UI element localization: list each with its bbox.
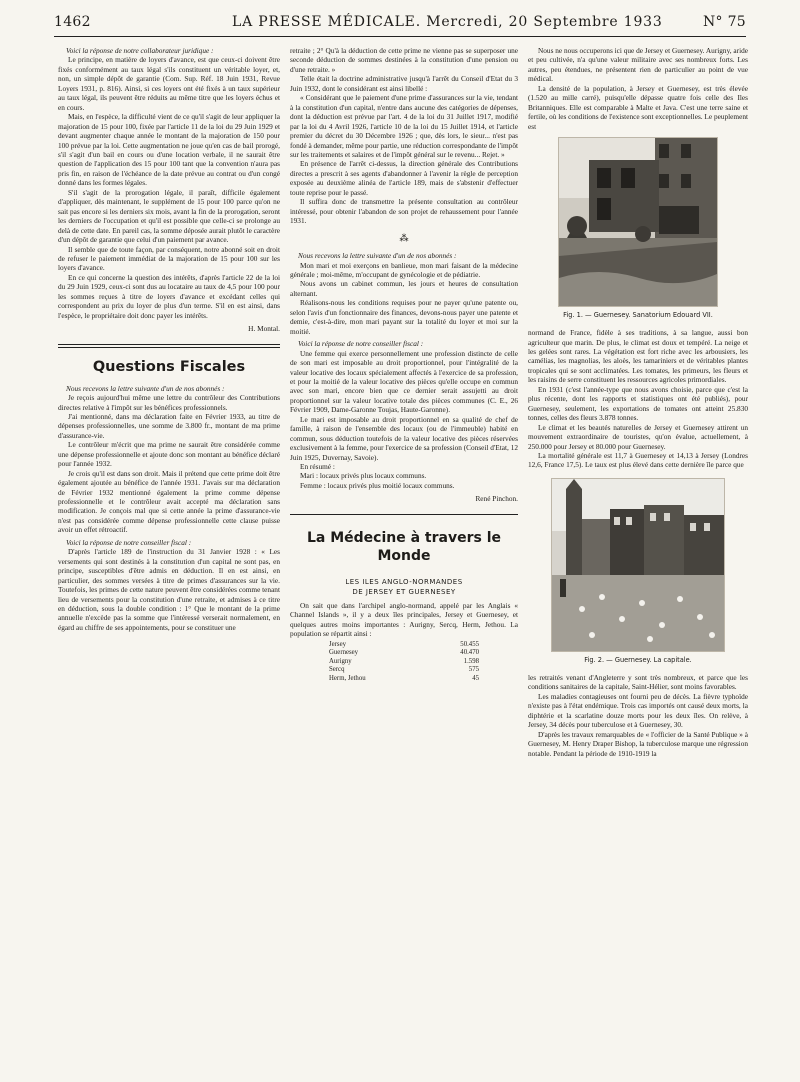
paragraph: Les maladies contagieuses ont fourni peu de décès. La fièvre typhoïde n'existe pas à l'état endémique. Trois cas importés ont causé deux morts, la diphtérie et la scarlatine douze morts pour les deux îles. On relève, à Jersey, 34 décès pour tuberculose et à Guernesey, 30. [528, 691, 748, 730]
paragraph: Il semble que de toute façon, par conséquent, notre abonné soit en droit de refuser le paiement immédiat de la majoration de 15 pour 100 sur les loyers d'avance. [58, 244, 280, 273]
paragraph: En ce qui concerne la question des intérêts, d'après l'article 22 de la loi du 29 Juin 1929, ceux-ci sont dus au locataire au taux de 4,5 pour 100 pour les sommes reçues à titre de loyers d'avance et excédant celles qui correspondent au prix du loyer de plus d'un terme. S'il en est ainsi, dans l'espèce, le propriétaire doit donc payer les intérêts. [58, 272, 280, 320]
island-population: 40.470 [460, 649, 479, 657]
island-population: 45 [472, 674, 479, 682]
page-number: 1462 [54, 14, 91, 30]
paragraph: Je reçois aujourd'hui même une lettre du contrôleur des Contributions directes relative à l'impôt sur les bénéfices professionnels. [58, 393, 280, 412]
island-population: 575 [468, 666, 479, 674]
fiscal-reply-intro: Voici la réponse de notre conseiller fiscal : [298, 339, 424, 349]
paragraph: Nous ne nous occuperons ici que de Jersey et Guernesey. Aurigny, aride et peu cultivée, n'a qu'une valeur militaire avec ses nombreux forts. Les autres, peu étendues, ne présentent rien de particulier au point de vue médical. [528, 46, 748, 84]
paragraph: Le principe, en matière de loyers d'avance, est que ceux-ci doivent être fixés conformément au taux légal s'ils constituent un véritable loyer, et, non, un simple dépôt de garantie (Com. Sup. Réf. 18 Juin 1931, Revue Loyers 1931, p. 816). Ainsi, si ces loyers ont été fixés à un taux supérieur au taux légal, ils peuvent être réduits au même titre que les loyers échus et en cours. [58, 55, 280, 112]
paragraph: Je crois qu'il est dans son droit. Mais il prétend que cette prime doit être également ajoutée au bénéfice de l'année 1931. J'avais sur ma déclaration de Février 1932 mentionné également la prime comme dépense professionnelle et le contrôleur avait accepté ma déclaration sans modification. Je conçois mal que si cette année la prime d'assurance-vie n'est pas considérée comme dépense professionnelle cette clause puisse avoir un effet rétroactif. [58, 468, 280, 535]
paragraph: Nous avons un cabinet commun, les jours et heures de consultation alternant. [290, 279, 518, 298]
letter-intro: Nous recevons la lettre suivante d'un de nos abonnés : [298, 251, 457, 261]
section-title-questions-fiscales: Questions Fiscales [92, 358, 246, 375]
figure-1-sanatorium-photo [558, 137, 718, 307]
section-title-medecine-monde: La Médecine à travers le Monde [306, 529, 501, 564]
island-name: Guernesey [329, 649, 359, 657]
paragraph: « Considérant que le paiement d'une prime d'assurances sur la vie, tendant à la constitution d'un capital, n'entre dans aucune des catégories de dépenses, dont la déduction est prévue par l'art. 4 de la loi du 31 Juillet 1917, modifié par la loi du 4 Avril 1926, l'article 10 de la loi du 15 Juillet 1914, et l'article premier du décret du 30 Décembre 1926 ; que, dès lors, le sieur... n'est pas fondé à demander, même pour partie, une réduction correspondante de l'impôt sur les traitements et salaires et de l'impôt général sur le revenu... Rejet. » [290, 93, 518, 159]
island-name: Jersey [329, 640, 346, 648]
table-row [329, 666, 479, 675]
signature: René Pinchon. [475, 494, 518, 504]
table-row [329, 658, 479, 667]
island-name: Sercq [329, 666, 345, 674]
section-rule-thin [58, 347, 280, 348]
paragraph: D'après les travaux remarquables de « l'officier de la Santé Publique » à Guernesey, M. Henry Draper Bishop, la tuberculose marque une régression notable. Pendant la période de 1910-1919 la [528, 729, 748, 758]
page-header [54, 12, 746, 34]
sanatorium-photo-illustration [559, 138, 717, 306]
subtitle-line-2: DE JERSEY ET GUERNESEY [352, 587, 456, 596]
population-table [329, 641, 479, 684]
section-rule [290, 514, 518, 515]
fiscal-reply-intro: Voici la réponse de notre conseiller fiscal : [66, 537, 192, 547]
section-separator: ⁂ [399, 232, 409, 243]
journal-title: LA PRESSE MÉDICALE. Mercredi, 20 Septembre 1933 [232, 14, 663, 30]
letter-intro: Nous recevons la lettre suivante d'un de nos abonnés : [66, 383, 225, 393]
paragraph: Mais, en l'espèce, la difficulté vient de ce qu'il s'agit de leur appliquer la majoration de 15 pour 100, fixée par l'article 11 de la loi du 29 Juin 1929 et devant augmenter chaque année le montant de la majoration de 150 pour 100 prévue par la loi. Cette augmentation ne joue qu'en cas de bail prorogé, s'il s'agit d'un bail en cours ou d'une location verbale, il ne saurait être question de l'application des 15 pour 100 tant que la convention n'aura pas pris fin, en raison de l'échéance de la date prévue au contrat ou d'un congé donné dans les formes légales. [58, 112, 280, 188]
table-row [329, 675, 479, 684]
paragraph: En présence de l'arrêt ci-dessus, la direction générale des Contributions directes a prescrit à ses agents d'abandonner à l'avenir la règle de perception exposée au deuxième alinéa de l'article 189, mais de s'abstenir d'effectuer toute reprise pour le passé. [290, 159, 518, 197]
paragraph: En résumé : [300, 462, 335, 472]
paragraph: Une femme qui exerce personnellement une profession distincte de celle de son mari est imposable au droit proportionnel, pour l'intégralité de la valeur locative des locaux spécialement affectés à l'exercice de sa profession, et pour la moitié de la valeur locative des pièces qu'elle occupe en commun avec son mari, encore bien que ce dernier serait assujetti au droit proportionnel sur la valeur locative totale des pièces communes (C. E., 26 Février 1909, Dame-Garonne Toujas, Haute-Garonne). [290, 348, 518, 415]
paragraph: On sait que dans l'archipel anglo-normand, appelé par les Anglais « Channel Islands », il y a deux îles principales, Jersey et Guernesey, et quelques autres moins importantes : Aurigny, Sercq, Herm, Jethou. La population se répartit ainsi : [290, 600, 518, 639]
paragraph: En 1931 (c'est l'année-type que nous avons choisie, parce que c'est la plus récente, dont les rapports et statistiques ont été publiés), pour Guernesey, seulement, les exportations de tomates ont atteint 25.830 tonnes, celles des fleurs 3.878 tonnes. [528, 384, 748, 423]
paragraph: La mortalité générale est 11,7 à Guernesey et 14,13 à Jersey (Londres 12,6, France 17,5). Le taux est plus élevé dans cette dernière île parce que [528, 450, 748, 470]
figure-2-caption: Fig. 2. — Guernesey. La capitale. [584, 655, 692, 664]
subtitle-line-1: LES ILES ANGLO-NORMANDES [345, 577, 463, 586]
column-1 [58, 46, 280, 632]
signature: H. Montal. [248, 324, 280, 334]
capital-photo-illustration [552, 479, 724, 651]
paragraph: J'ai mentionné, dans ma déclaration faite en Février 1933, au titre de dépenses professionnelles, une somme de 3.800 fr., montant de ma prime d'assurance-vie. [58, 411, 280, 440]
paragraph: Telle était la doctrine administrative jusqu'à l'arrêt du Conseil d'Etat du 3 Juin 1932, dont le considérant est ainsi libellé : [290, 74, 518, 93]
island-population: 1.598 [463, 657, 479, 665]
paragraph: Mari : locaux privés plus locaux communs. [300, 471, 427, 481]
paragraph: Le mari est imposable au droit proportionnel en sa qualité de chef de famille, à raison de l'ensemble des locaux (ou de l'immeuble) habité en commun, sous déduction toutefois de la valeur locative des pièces réservées exclusivement à la femme, pour l'exercice de sa profession (Conseil d'Etat, 12 Juin 1925, Duvernay, Savoie). [290, 414, 518, 462]
figure-2-capital-photo [551, 478, 725, 652]
paragraph: La densité de la population, à Jersey et Guernesey, est très élevée (1.520 au mille carré), puisqu'elle dépasse quatre fois celle des Iles Britanniques. Elle est comparable à Malte et Java. C'est une terre saine et fertile, où les conditions de l'existence sont exceptionnelles. Le peuplement est [528, 83, 748, 131]
table-row [329, 641, 479, 650]
paragraph: Mon mari et moi exerçons en banlieue, mon mari faisant de la médecine générale ; moi-même, m'occupant de gynécologie et de pédiatrie. [290, 260, 518, 279]
header-rule [54, 36, 746, 37]
paragraph: Le climat et les beautés naturelles de Jersey et Guernesey attirent un mouvement extraordinaire de touristes, qu'on évalue, actuellement, à 250.000 pour Jersey et 80.000 pour Guernesey. [528, 422, 748, 451]
paragraph: Femme : locaux privés plus moitié locaux communs. [300, 480, 455, 490]
paragraph: Réalisons-nous les conditions requises pour ne payer qu'une patente ou, selon l'avis d'un fonctionnaire des finances, devons-nous payer une patente et demie, c'est-à-dire, mon mari payant sur la totalité du loyer et moi sur la moitié. [290, 298, 518, 336]
paragraph: S'il s'agit de la prorogation légale, il paraît, difficile également d'appliquer, dès maintenant, le supplément de 15 pour 100 parce qu'on ne sait pas encore si les derniers six mois, avant la fin de la prorogation, seront les derniers de l'occupation et qu'il est possible que celle-ci se prolonge au delà de cette date. En pareil cas, la somme déposée aurait plutôt le caractère d'un dépôt de garantie que celui d'un paiement par avance. [58, 187, 280, 245]
table-row [329, 649, 479, 658]
island-population: 50.455 [460, 640, 479, 648]
figure-1-caption: Fig. 1. — Guernesey. Sanatorium Edouard VII. [563, 311, 713, 320]
article-subtitle [290, 577, 518, 597]
issue-number: N° 75 [702, 14, 746, 30]
section-rule [58, 344, 280, 345]
paragraph: Il suffira donc de transmettre la présente consultation au contrôleur intéressé, pour obtenir l'abandon de son projet de rehaussement pour l'année 1931. [290, 197, 518, 226]
paragraph: Le contrôleur m'écrit que ma prime ne saurait être considérée comme une dépense professionnelle et ajoute donc son montant au bénéfice déclaré pour l'année 1932. [58, 440, 280, 469]
paragraph: normand de France, fidèle à ses traditions, à sa langue, aussi bon agriculteur que marin. De plus, le climat est doux et tempéré. La neige et les gelées sont rares. La végétation est fort riche avec les arbousiers, les camélias, les magnolias, les aloès, les tamariniers et de véritables plantes tropicales qui se sont acclimatées. Les tomates, les primeurs, les fleurs et les raisins de serre constituent les ressources agricoles primordiales. [528, 328, 748, 385]
legal-reply-intro: Voici la réponse de notre collaborateur juridique : [66, 46, 214, 55]
column-2 [290, 46, 518, 683]
island-name: Herm, Jethou [329, 674, 366, 682]
island-name: Aurigny [329, 657, 352, 665]
paragraph: D'après l'article 189 de l'instruction du 31 Janvier 1928 : « Les versements qui sont destinés à la constitution d'un capital ne sont pas, en principe, susceptibles d'être admis en déduction. Il en est ainsi, en particulier, des sommes versées à titre de primes d'assurances sur la vie. Toutefois, les primes de cette nature peuvent être considérées comme tenant lieu de versements pour la constitution d'une retraite, et admises à ce titre en déduction, sous la double condition : 1° Que le montant de la prime annuelle n'excède pas la somme que l'intéressé verserait normalement, en égard au chiffre de ses appointements, pour se constituer une [58, 547, 280, 632]
paragraph: retraite ; 2° Qu'à la déduction de cette prime ne vienne pas se superposer une seconde déduction de sommes destinées à la constitution d'une pension ou d'une retraite. » [290, 46, 518, 74]
paragraph: les retraités venant d'Angleterre y sont très nombreux, et parce que les conditions sanitaires de la capitale, Saint-Hélier, sont moins favorables. [528, 672, 748, 692]
column-3 [528, 46, 748, 758]
